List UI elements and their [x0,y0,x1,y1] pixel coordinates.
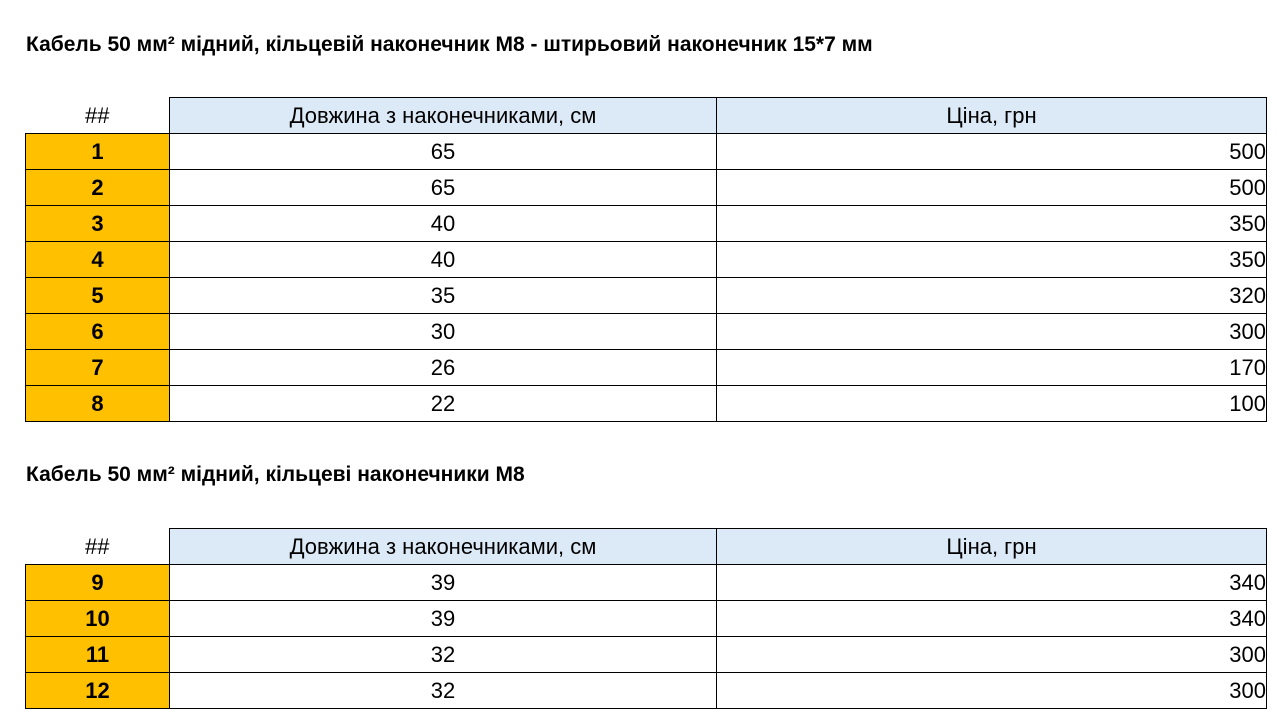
row-number-cell: 5 [26,278,170,314]
column-header-length: Довжина з наконечниками, см [170,529,717,565]
length-cell: 40 [170,242,717,278]
length-cell: 32 [170,637,717,673]
column-header-price: Ціна, грн [717,98,1267,134]
length-cell: 35 [170,278,717,314]
row-number-cell: 8 [26,386,170,422]
column-header-length: Довжина з наконечниками, см [170,98,717,134]
length-cell: 65 [170,134,717,170]
length-cell: 40 [170,206,717,242]
length-cell: 22 [170,386,717,422]
table-row [26,350,1267,386]
row-number-cell: 4 [26,242,170,278]
row-number-cell: 10 [26,601,170,637]
price-cell: 300 [717,637,1267,673]
table-row [26,386,1267,422]
price-cell: 300 [717,314,1267,350]
row-number-cell: 3 [26,206,170,242]
price-cell: 350 [717,242,1267,278]
table-row [26,134,1267,170]
section-title-2: Кабель 50 мм² мідний, кільцеві наконечники М8 [26,463,525,486]
table-header-row [26,529,1267,565]
length-cell: 65 [170,170,717,206]
table-row [26,637,1267,673]
price-cell: 340 [717,601,1267,637]
table-row [26,206,1267,242]
table-row [26,565,1267,601]
column-header-price: Ціна, грн [717,529,1267,565]
price-cell: 100 [717,386,1267,422]
price-cell: 320 [717,278,1267,314]
section-title-1: Кабель 50 мм² мідний, кільцевій наконечник М8 - штирьовий наконечник 15*7 мм [26,33,873,56]
row-number-cell: 6 [26,314,170,350]
price-cell: 500 [717,134,1267,170]
row-number-cell: 9 [26,565,170,601]
price-cell: 350 [717,206,1267,242]
row-number-cell: 7 [26,350,170,386]
table-header-row [26,98,1267,134]
price-cell: 340 [717,565,1267,601]
column-header-number: ## [26,98,170,134]
length-cell: 32 [170,673,717,709]
length-cell: 26 [170,350,717,386]
row-number-cell: 1 [26,134,170,170]
price-cell: 300 [717,673,1267,709]
price-cell: 170 [717,350,1267,386]
length-cell: 39 [170,565,717,601]
price-cell: 500 [717,170,1267,206]
table-row [26,314,1267,350]
price-table-1 [25,97,1267,422]
table-row [26,242,1267,278]
price-table-2 [25,528,1267,709]
table-row [26,601,1267,637]
table-row [26,278,1267,314]
table-row [26,170,1267,206]
table-row [26,673,1267,709]
length-cell: 30 [170,314,717,350]
column-header-number: ## [26,529,170,565]
row-number-cell: 11 [26,637,170,673]
row-number-cell: 2 [26,170,170,206]
row-number-cell: 12 [26,673,170,709]
length-cell: 39 [170,601,717,637]
